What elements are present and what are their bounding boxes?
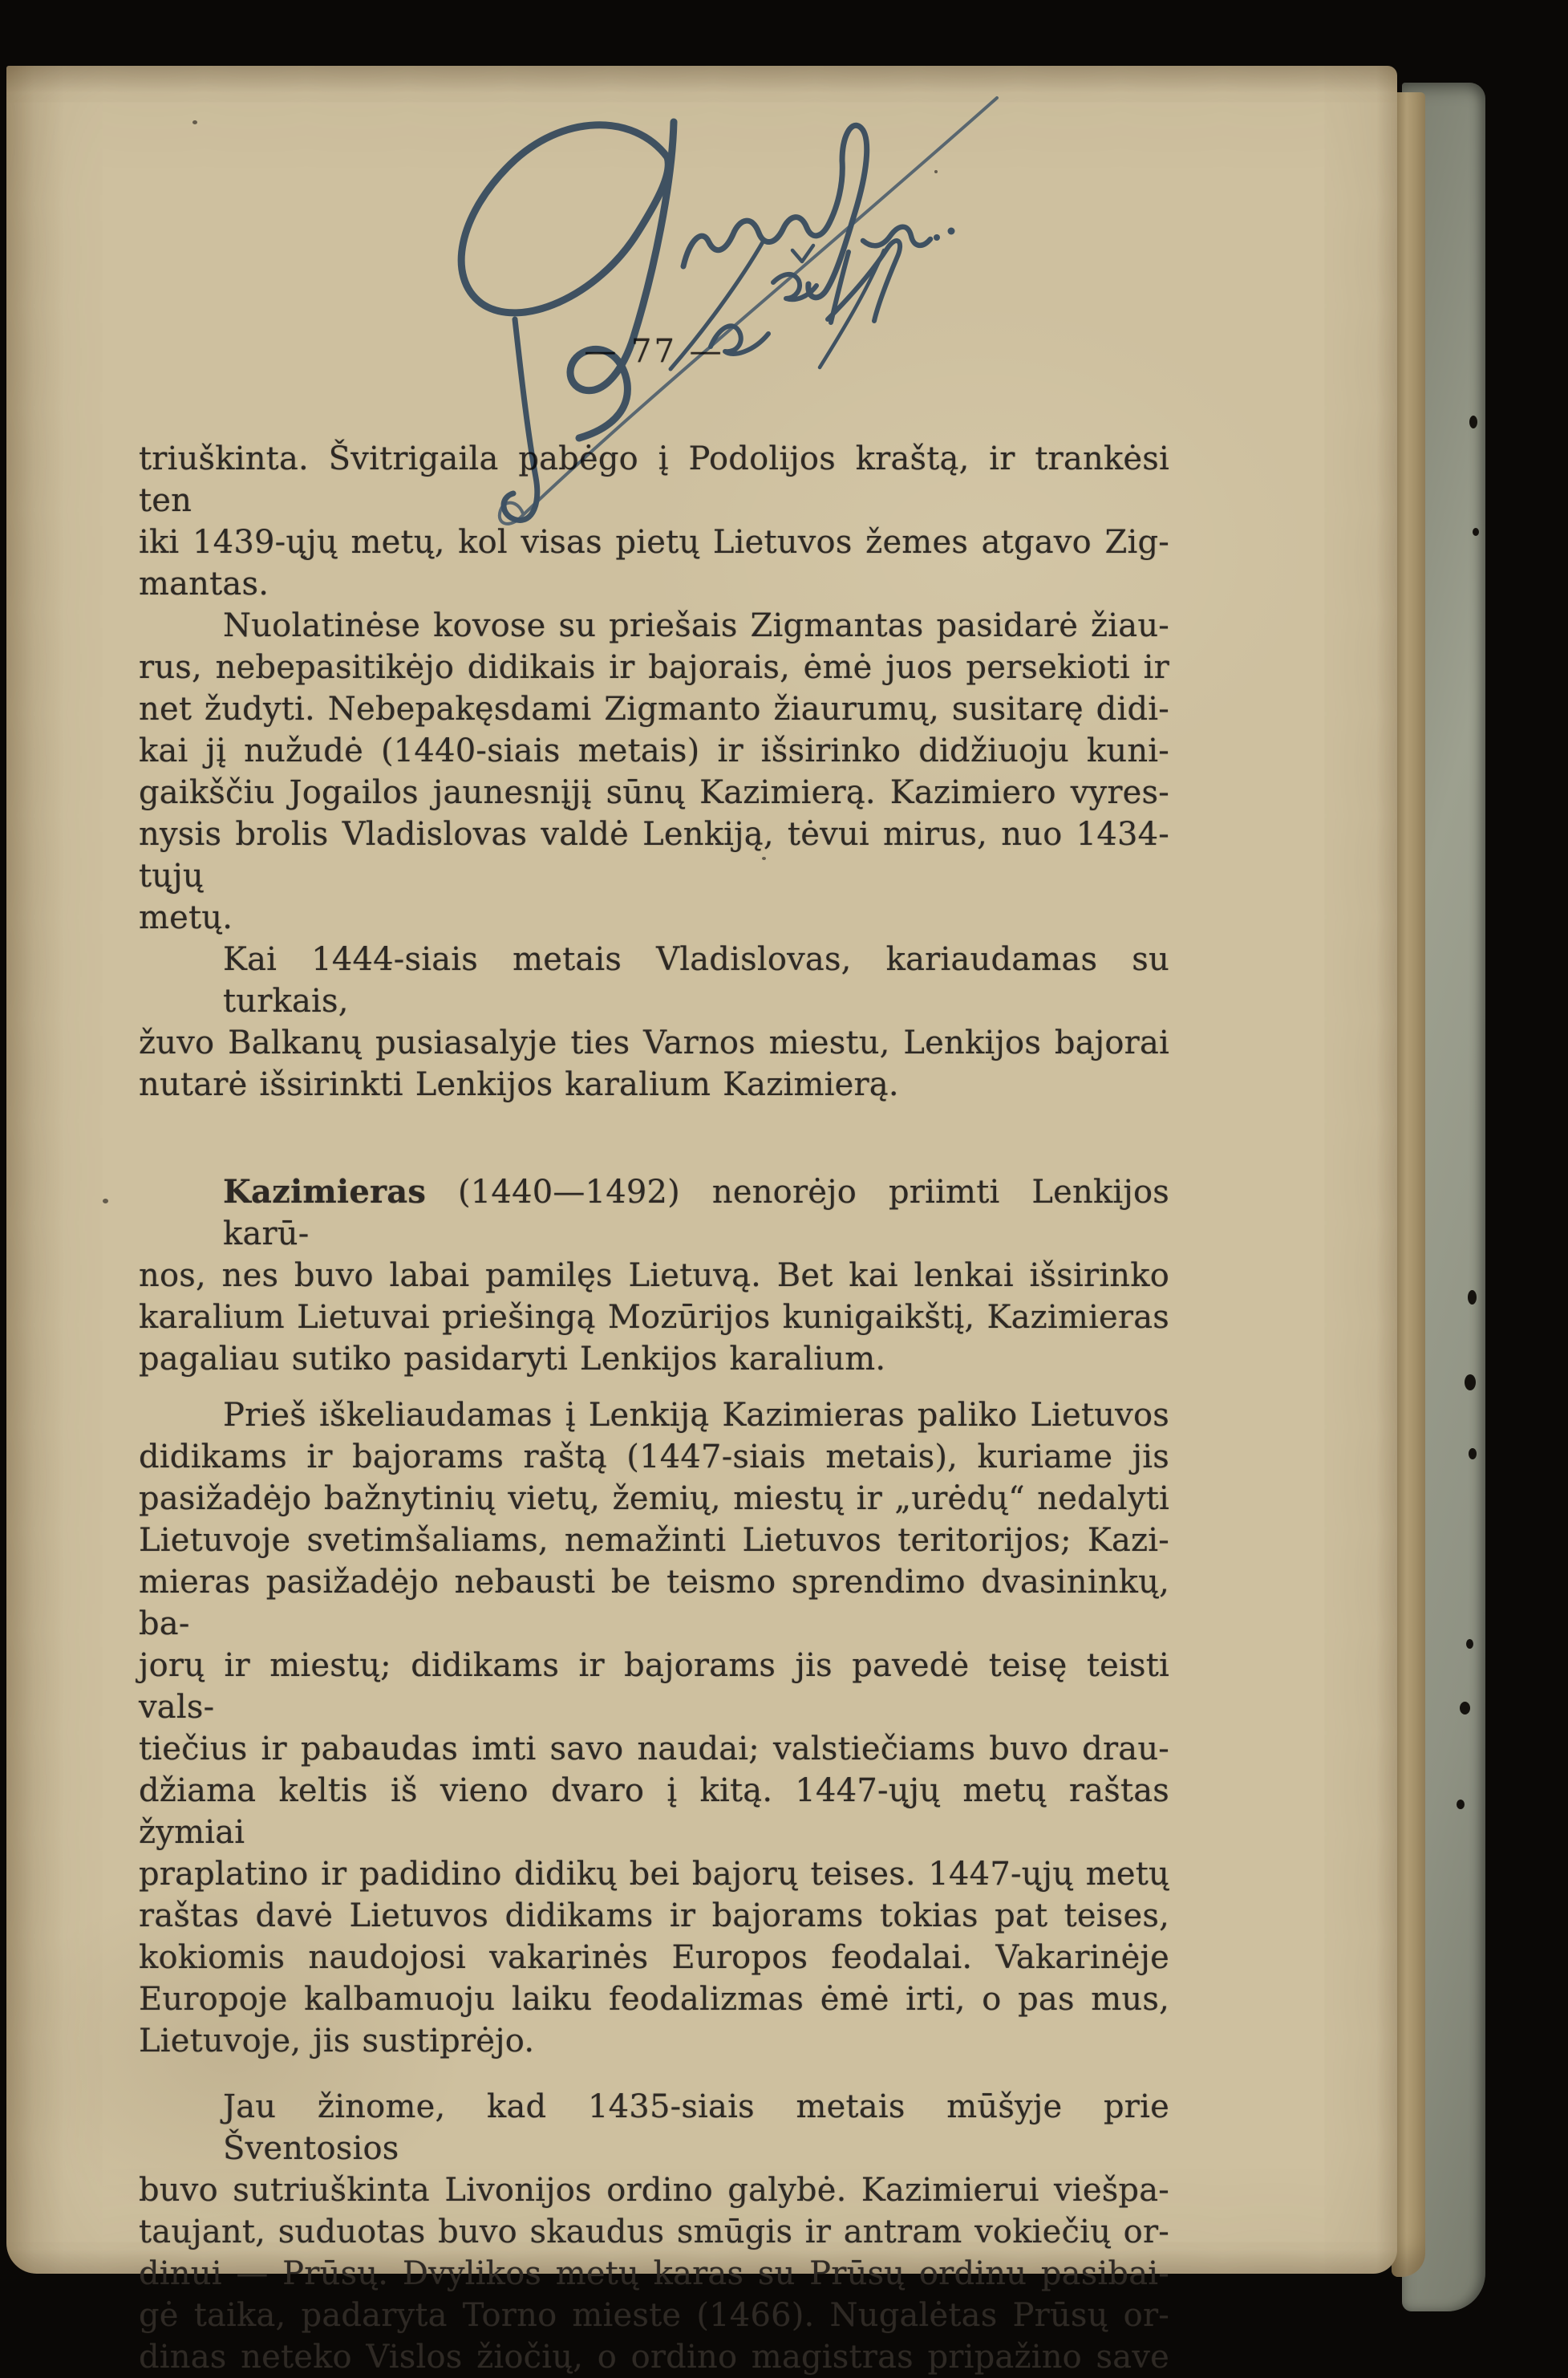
text-line: raštas davė Lietuvos didikams ir bajorams tokias pat teises, [139,1897,1169,1934]
paragraph [139,939,1169,1106]
text-line: iki 1439-ųjų metų, kol visas pietų Lietuvos žemes atgavo Zig- [139,524,1169,561]
cover-nick [1466,1639,1473,1649]
cover-nick [1468,1290,1477,1305]
text-line: nutarė išsirinkti Lenkijos karalium Kazimierą. [139,1066,899,1103]
text-line: Lietuvoje, jis sustiprėjo. [139,2023,535,2059]
text-line: Nuolatinėse kovose su priešais Zigmantas pasidarė žiau- [223,607,1169,644]
paragraph [139,2086,1169,2378]
text-line: mieras pasižadėjo nebausti be teismo sprendimo dvasininkų, ba- [139,1564,1169,1642]
text-line: kokiomis naudojosi vakarinės Europos feodalai. Vakarinėje [139,1939,1169,1976]
body-text [139,438,1169,2378]
text-line: Lietuvoje svetimšaliams, nemažinti Lietuvos teritorijos; Kazi- [139,1522,1169,1559]
text-line: džiama keltis iš vieno dvaro į kitą. 1447-ųjų metų raštas žymiai [139,1772,1169,1851]
cover-nick [1469,416,1477,428]
text-line: pasižadėjo bažnytinių vietų, žemių, miestų ir „urėdų“ nedalyti [139,1480,1169,1517]
text-line: Prieš iškeliaudamas į Lenkiją Kazimieras paliko Lietuvos [223,1397,1169,1434]
text-line: gaikščiu Jogailos jaunesnįjį sūnų Kazimierą. Kazimiero vyres- [139,774,1169,811]
text-line: mantas. [139,566,269,603]
text-line: dinas neteko Vislos žiočių, o ordino magistras pripažino save [139,2339,1169,2376]
text-line: Europoje kalbamuoju laiku feodalizmas ėmė irti, o pas mus, [139,1981,1169,2018]
text-line: pagaliau sutiko pasidaryti Lenkijos karalium. [139,1341,886,1378]
paper-speck [192,120,197,124]
text-line: metų. [139,899,233,936]
text-line: Kazimieras (1440—1492) nenorėjo priimti Lenkijos karū- [223,1173,1169,1252]
text-line: tiečius ir pabaudas imti savo naudai; valstiečiams buvo drau- [139,1731,1169,1767]
paragraph [139,1171,1169,1380]
paragraph [139,1394,1169,2062]
cover-nick [1460,1702,1470,1715]
paragraph [139,438,1169,605]
text-line: Jau žinome, kad 1435-siais metais mūšyje prie Šventosios [223,2088,1169,2167]
text-line: nysis brolis Vladislovas valdė Lenkiją, tėvui mirus, nuo 1434-tųjų [139,816,1169,895]
text-line: Kai 1444-siais metais Vladislovas, kariaudamas su turkais, [223,941,1169,1020]
book-page-paper [6,66,1397,2376]
text-line: nos, nes buvo labai pamilęs Lietuvą. Bet kai lenkai išsirinko [139,1257,1169,1294]
cover-nick [1465,1374,1476,1390]
text-line: buvo sutriuškinta Livonijos ordino galybė. Kazimierui viešpa- [139,2172,1169,2209]
text-line: žuvo Balkanų pusiasalyje ties Varnos miestu, Lenkijos bajorai [139,1025,1169,1061]
text-line: rus, nebepasitikėjo didikais ir bajorais, ėmė juos persekioti ir [139,649,1169,686]
cover-nick [1469,1448,1477,1459]
text-line: praplatino ir padidino didikų bei bajorų teises. 1447-ųjų metų [139,1856,1169,1893]
text-line: triuškinta. Švitrigaila pabėgo į Podolijos kraštą, ir trankėsi ten [139,440,1169,519]
paper-speck [934,170,938,173]
cover-nick [1457,1800,1465,1809]
text-line: didikams ir bajorams raštą (1447-siais metais), kuriame jis [139,1439,1169,1475]
paragraph [139,605,1169,939]
text-line: taujant, suduotas buvo skaudus smūgis ir antram vokiečių or- [139,2214,1169,2250]
text-line: kai jį nužudė (1440-siais metais) ir išsirinko didžiuoju kuni- [139,732,1169,769]
cover-nick [1473,528,1479,536]
page-number: — 77 — [584,333,724,370]
text-line: karalium Lietuvai priešingą Mozūrijos kunigaikštį, Kazimieras [139,1299,1169,1336]
text-line: net žudyti. Nebepakęsdami Zigmanto žiaurumų, susitarę didi- [139,691,1169,728]
paper-speck [103,1199,108,1203]
text-line: jorų ir miestų; didikams ir bajorams jis pavedė teisę teisti vals- [139,1647,1169,1726]
text-line: gė taika, padaryta Torno mieste (1466). Nugalėtas Prūsų or- [139,2297,1169,2334]
text-line: dinui — Prūsų. Dvylikos metų karas su Prūsų ordinu pasibai- [139,2255,1169,2292]
